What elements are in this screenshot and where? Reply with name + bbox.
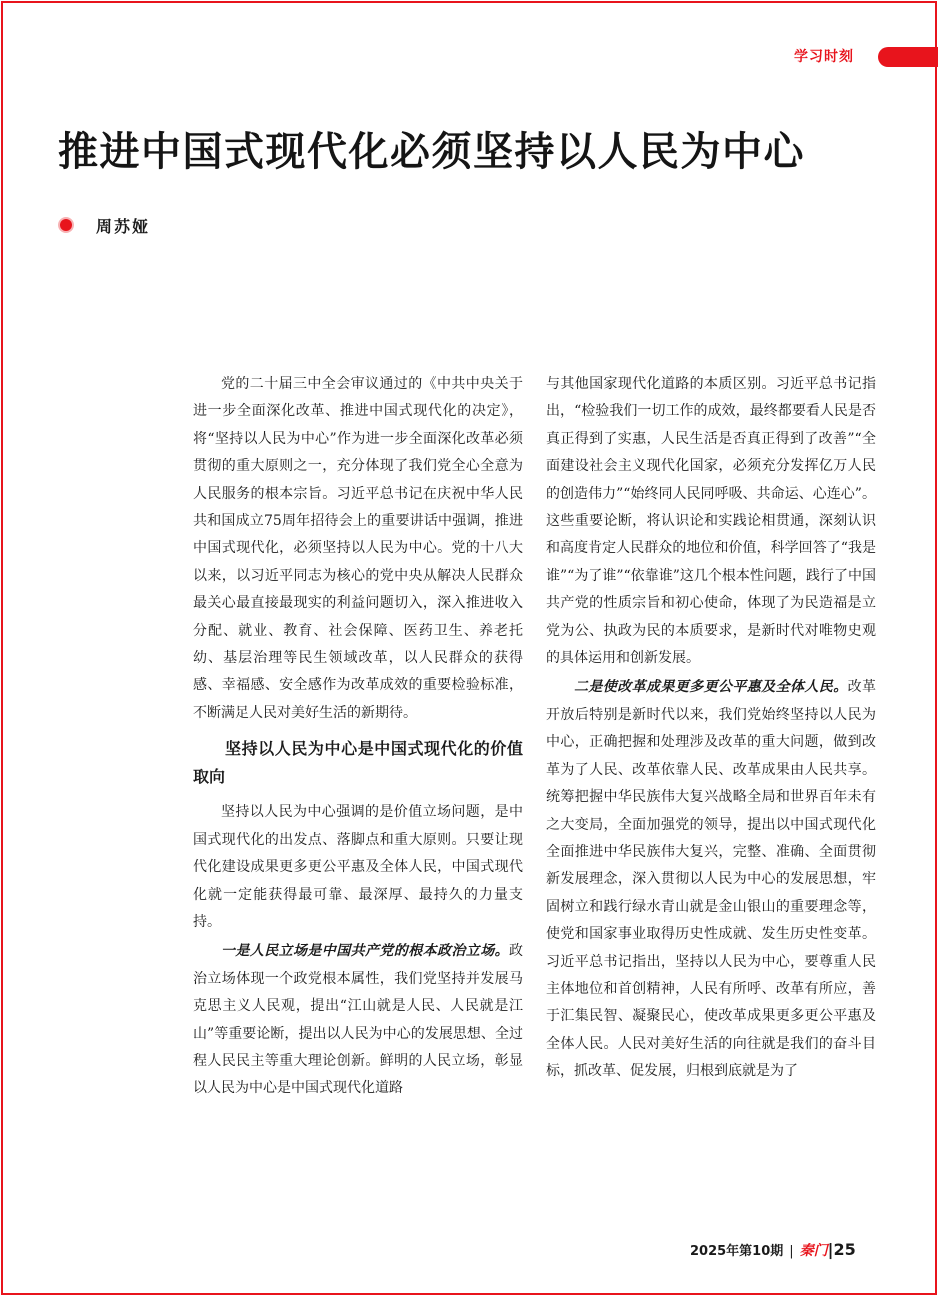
magazine-logo: 秦门	[799, 1243, 828, 1259]
right-column	[546, 371, 876, 1086]
paragraph-point-two	[546, 674, 876, 1085]
continued-paragraph: 与其他国家现代化道路的本质区别。习近平总书记指出，“检验我们一切工作的成效，最终都要看人民是否真正得到了实惠，人民生活是否真正得到了改善”“全面建设社会主义现代化国家，必须充分发挥亿万人民的创造伟力”“始终同人民同呼吸、共命运、心连心”。这些重要论断，将认识论和实践论相贯通，深刻认识和高度肯定人民群众的地位和价值，科学回答了“我是谁”“为了谁”“依靠谁”这几个根本性问题，践行了中国共产党的性质宗旨和初心使命，体现了为民造福是立党为公、执政为民的本质要求，是新时代对唯物史观的具体运用和创新发展。	[546, 376, 876, 667]
footer-separator: |	[789, 1244, 794, 1259]
author-name: 周苏娅	[96, 217, 151, 236]
point-two-lead: 二是使改革成果更多更公平惠及全体人民。	[574, 679, 848, 696]
point-one-body: 政治立场体现一个政党根本属性，我们党坚持并发展马克思主义人民观，提出“江山就是人民、人民就是江山”等重要论断，提出以人民为中心的发展思想、全过程人民民主等重大理论创新。鲜明的人民立场，彰显以人民为中心是中国式现代化道路	[193, 943, 523, 1097]
section-tab-marker	[878, 47, 938, 67]
paragraph-point-one	[193, 938, 523, 1102]
page-number: |25	[827, 1240, 856, 1259]
intro-paragraph: 党的二十届三中全会审议通过的《中共中央关于进一步全面深化改革、推进中国式现代化的决定》，将“坚持以人民为中心”作为进一步全面深化改革必须贯彻的重大原则之一，充分体现了我们党全心全意为人民服务的根本宗旨。习近平总书记在庆祝中华人民共和国成立75周年招待会上的重要讲话中强调，推进中国式现代化，必须坚持以人民为中心。党的十八大以来，以习近平同志为核心的党中央从解决人民群众最关心最直接最现实的利益问题切入，深入推进收入分配、就业、教育、社会保障、医药卫生、养老托幼、基层治理等民生领域改革，以人民群众的获得感、幸福感、安全感作为改革成效的重要检验标准，不断满足人民对美好生活的新期待。	[193, 376, 523, 721]
article-title: 推进中国式现代化必须坚持以人民为中心	[58, 129, 805, 175]
left-column	[193, 371, 523, 1103]
section-heading: 坚持以人民为中心是中国式现代化的价值取向	[193, 739, 523, 787]
red-dot-icon	[60, 219, 72, 231]
point-one-lead: 一是人民立场是中国共产党的根本政治立场。	[221, 943, 509, 960]
issue-label: 2025年第10期	[690, 1244, 784, 1259]
page-footer	[690, 1240, 856, 1260]
section-label: 学习时刻	[794, 49, 854, 65]
point-two-body: 改革开放后特别是新时代以来，我们党始终坚持以人民为中心，正确把握和处理涉及改革的重大问题，做到改革为了人民、改革依靠人民、改革成果由人民共享。统筹把握中华民族伟大复兴战略全局和世界百年未有之大变局，全面加强党的领导，提出以中国式现代化全面推进中华民族伟大复兴，完整、准确、全面贯彻新发展理念，深入贯彻以人民为中心的发展思想，牢固树立和践行绿水青山就是金山银山的重要理念等，使党和国家事业取得历史性成就、发生历史性变革。习近平总书记指出，坚持以人民为中心，要尊重人民主体地位和首创精神，人民有所呼、改革有所应，善于汇集民智、凝聚民心，使改革成果更多更公平惠及全体人民。人民对美好生活的向往就是我们的奋斗目标，抓改革、促发展，归根到底就是为了	[546, 679, 877, 1080]
paragraph: 坚持以人民为中心强调的是价值立场问题，是中国式现代化的出发点、落脚点和重大原则。只要让现代化建设成果更多更公平惠及全体人民，中国式现代化就一定能获得最可靠、最深厚、最持久的力量支持。	[193, 804, 523, 930]
